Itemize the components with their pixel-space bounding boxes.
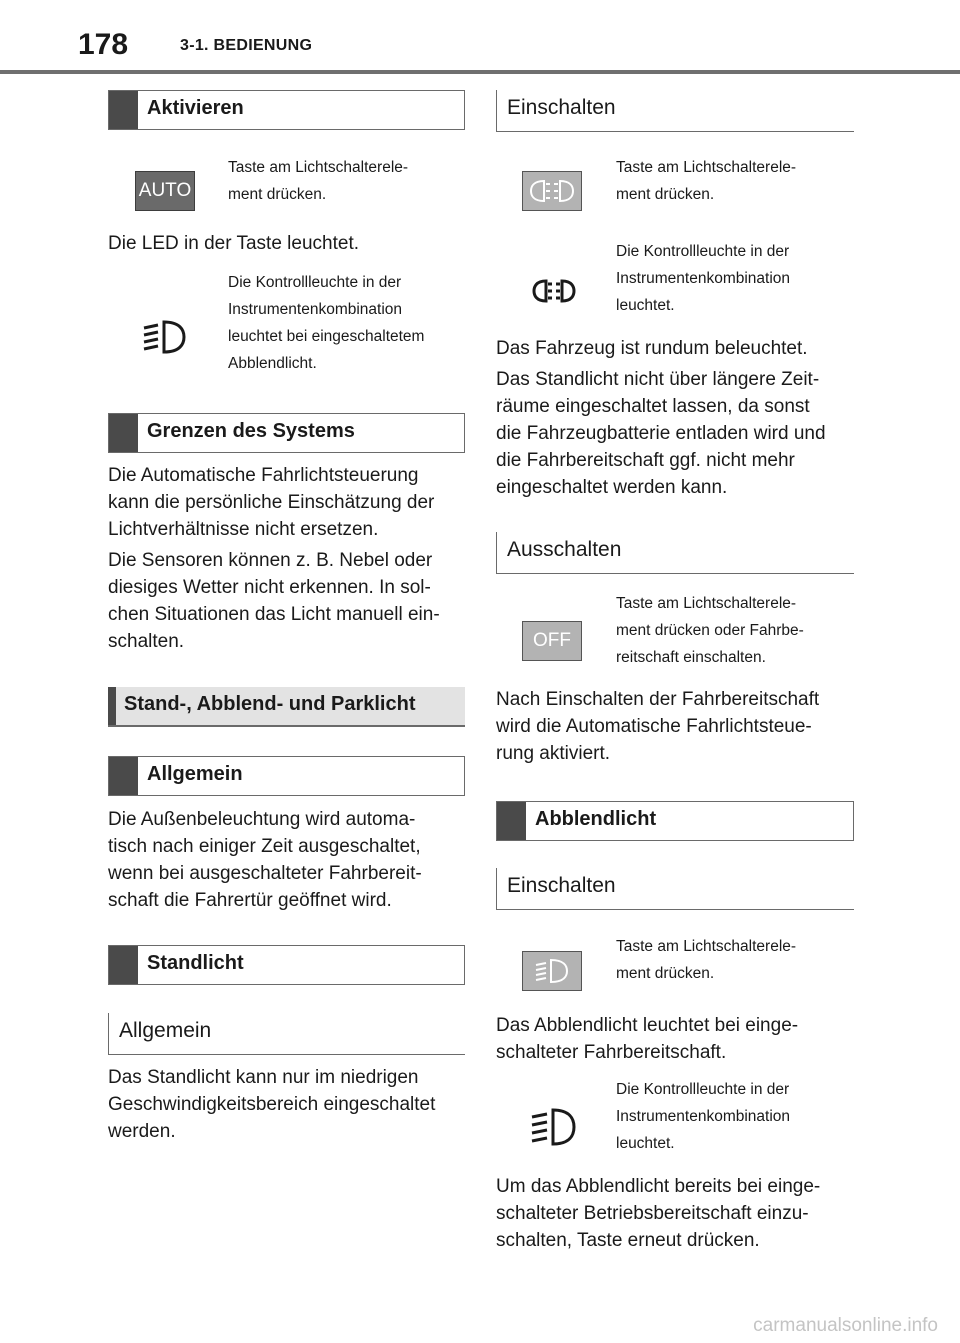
page-number: 178: [78, 28, 129, 61]
text-line: wenn bei ausgeschalteter Fahrbereit-: [108, 863, 422, 884]
heading-tab: [109, 414, 138, 452]
low-beam-indicator-note: [616, 1076, 856, 1157]
heading-label: Stand-, Abblend- und Parklicht: [124, 693, 416, 715]
auto-button[interactable]: [135, 171, 195, 211]
subheading-label: Allgemein: [119, 1019, 212, 1042]
text-line: schalteter Betriebsbereitschaft einzu-: [496, 1203, 809, 1224]
heading-tab: [109, 946, 138, 984]
heading-label: Grenzen des Systems: [147, 420, 355, 442]
subheading-label: Einschalten: [507, 96, 616, 119]
note-line: ment drücken.: [616, 965, 715, 982]
note-line: Taste am Lichtschalterele-: [616, 595, 797, 612]
text-line: Nach Einschalten der Fahrbereitschaft: [496, 689, 820, 710]
note-line: ment drücken.: [616, 186, 715, 203]
heading-grenzen: [108, 413, 465, 453]
note-line: ment drücken.: [228, 186, 327, 203]
heading-tab: [108, 687, 116, 725]
heading-stand-abblend-parklicht: [108, 687, 465, 727]
heading-aktivieren: [108, 90, 465, 130]
note-line: Instrumentenkombination: [616, 270, 791, 287]
grenzen-paragraph-1: [108, 462, 468, 543]
abblendlicht-paragraph-1: [496, 1012, 856, 1066]
parking-light-indicator-icon: [528, 277, 580, 305]
einschalten-paragraph-2: [496, 366, 856, 501]
heading-tab: [109, 757, 138, 795]
text-line: schalten, Taste erneut drücken.: [496, 1230, 760, 1251]
text-line: räume eingeschaltet lassen, da sonst: [496, 396, 810, 417]
note-line: leuchtet.: [616, 297, 675, 314]
section-title: 3-1. BEDIENUNG: [180, 37, 313, 54]
note-line: reitschaft einschalten.: [616, 649, 766, 666]
text-line: schalteter Fahrbereitschaft.: [496, 1042, 727, 1063]
parking-light-button[interactable]: [522, 171, 582, 211]
subheading-label: Einschalten: [507, 874, 616, 897]
note-line: leuchtet bei eingeschaltetem: [228, 328, 425, 345]
text-line: tisch nach einiger Zeit ausgeschaltet,: [108, 836, 421, 857]
text-line: Lichtverhältnisse nicht ersetzen.: [108, 519, 379, 540]
text-line: die Fahrzeugbatterie entladen wird und: [496, 423, 826, 444]
low-beam-indicator-icon: [140, 316, 190, 358]
heading-abblendlicht: [496, 801, 854, 841]
subheading-ausschalten: [496, 532, 854, 574]
heading-tab: [109, 91, 138, 129]
text-line: Das Abblendlicht leuchtet bei einge-: [496, 1015, 799, 1036]
note-line: Taste am Lichtschalterele-: [616, 159, 797, 176]
text-line: rung aktiviert.: [496, 743, 611, 764]
auto-button-label: AUTO: [138, 180, 192, 201]
low-beam-button[interactable]: [522, 951, 582, 991]
heading-label: Abblendlicht: [535, 808, 657, 830]
off-button-note: [616, 590, 856, 671]
note-line: Instrumentenkombination: [228, 301, 403, 318]
einschalten-paragraph-1: Das Fahrzeug ist rundum beleuchtet.: [496, 338, 808, 359]
text-line: schaft die Fahrertür geöffnet wird.: [108, 890, 392, 911]
text-line: Das Standlicht nicht über längere Zeit-: [496, 369, 820, 390]
low-beam-indicator-icon: [528, 1104, 580, 1150]
note-line: Taste am Lichtschalterele-: [228, 159, 409, 176]
text-line: die Fahrbereitschaft ggf. nicht mehr: [496, 450, 795, 471]
text-line: schalten.: [108, 631, 185, 652]
note-line: Die Kontrollleuchte in der: [616, 1081, 790, 1098]
note-line: Instrumentenkombination: [616, 1108, 791, 1125]
ausschalten-text: [496, 686, 856, 767]
subheading-allgemein: [108, 1013, 465, 1055]
text-line: Die Automatische Fahrlichtsteuerung: [108, 465, 419, 486]
text-line: chen Situationen das Licht manuell ein-: [108, 604, 440, 625]
text-line: Die Sensoren können z. B. Nebel oder: [108, 550, 433, 571]
heading-label: Aktivieren: [147, 97, 244, 119]
note-line: Die Kontrollleuchte in der: [228, 274, 402, 291]
auto-button-note: [228, 154, 468, 208]
subheading-einschalten: [496, 90, 854, 132]
heading-standlicht: [108, 945, 465, 985]
text-line: diesiges Wetter nicht erkennen. In sol-: [108, 577, 431, 598]
off-button-label: OFF: [533, 630, 571, 651]
header-rule: [0, 70, 960, 74]
standlicht-text: [108, 1064, 468, 1145]
note-line: Taste am Lichtschalterele-: [616, 938, 797, 955]
low-beam-button-note: [616, 933, 856, 987]
abblendlicht-paragraph-2: [496, 1173, 856, 1254]
text-line: werden.: [108, 1121, 176, 1142]
note-line: Abblendlicht.: [228, 355, 317, 372]
heading-allgemein: [108, 756, 465, 796]
low-beam-icon: [532, 956, 572, 986]
text-line: wird die Automatische Fahrlichtsteue-: [496, 716, 812, 737]
led-text: Die LED in der Taste leuchtet.: [108, 233, 360, 254]
allgemein-text: [108, 806, 468, 914]
parking-indicator-note: [616, 238, 856, 319]
heading-tab: [497, 802, 526, 840]
indicator-note: [228, 269, 468, 377]
text-line: Geschwindigkeitsbereich eingeschaltet: [108, 1094, 436, 1115]
text-line: Die Außenbeleuchtung wird automa-: [108, 809, 416, 830]
note-line: Die Kontrollleuchte in der: [616, 243, 790, 260]
note-line: ment drücken oder Fahrbe-: [616, 622, 804, 639]
grenzen-paragraph-2: [108, 547, 468, 655]
heading-label: Allgemein: [147, 763, 243, 785]
text-line: eingeschaltet werden kann.: [496, 477, 728, 498]
text-line: Das Standlicht kann nur im niedrigen: [108, 1067, 419, 1088]
heading-label: Standlicht: [147, 952, 244, 974]
text-line: Um das Abblendlicht bereits bei einge-: [496, 1176, 821, 1197]
off-button[interactable]: [522, 621, 582, 661]
watermark: carmanualsonline.info: [753, 1315, 938, 1336]
parking-button-note: [616, 154, 856, 208]
parking-light-icon: [524, 176, 580, 206]
note-line: leuchtet.: [616, 1135, 675, 1152]
subheading-label: Ausschalten: [507, 538, 622, 561]
subheading-einschalten-abblendlicht: [496, 868, 854, 910]
text-line: kann die persönliche Einschätzung der: [108, 492, 435, 513]
